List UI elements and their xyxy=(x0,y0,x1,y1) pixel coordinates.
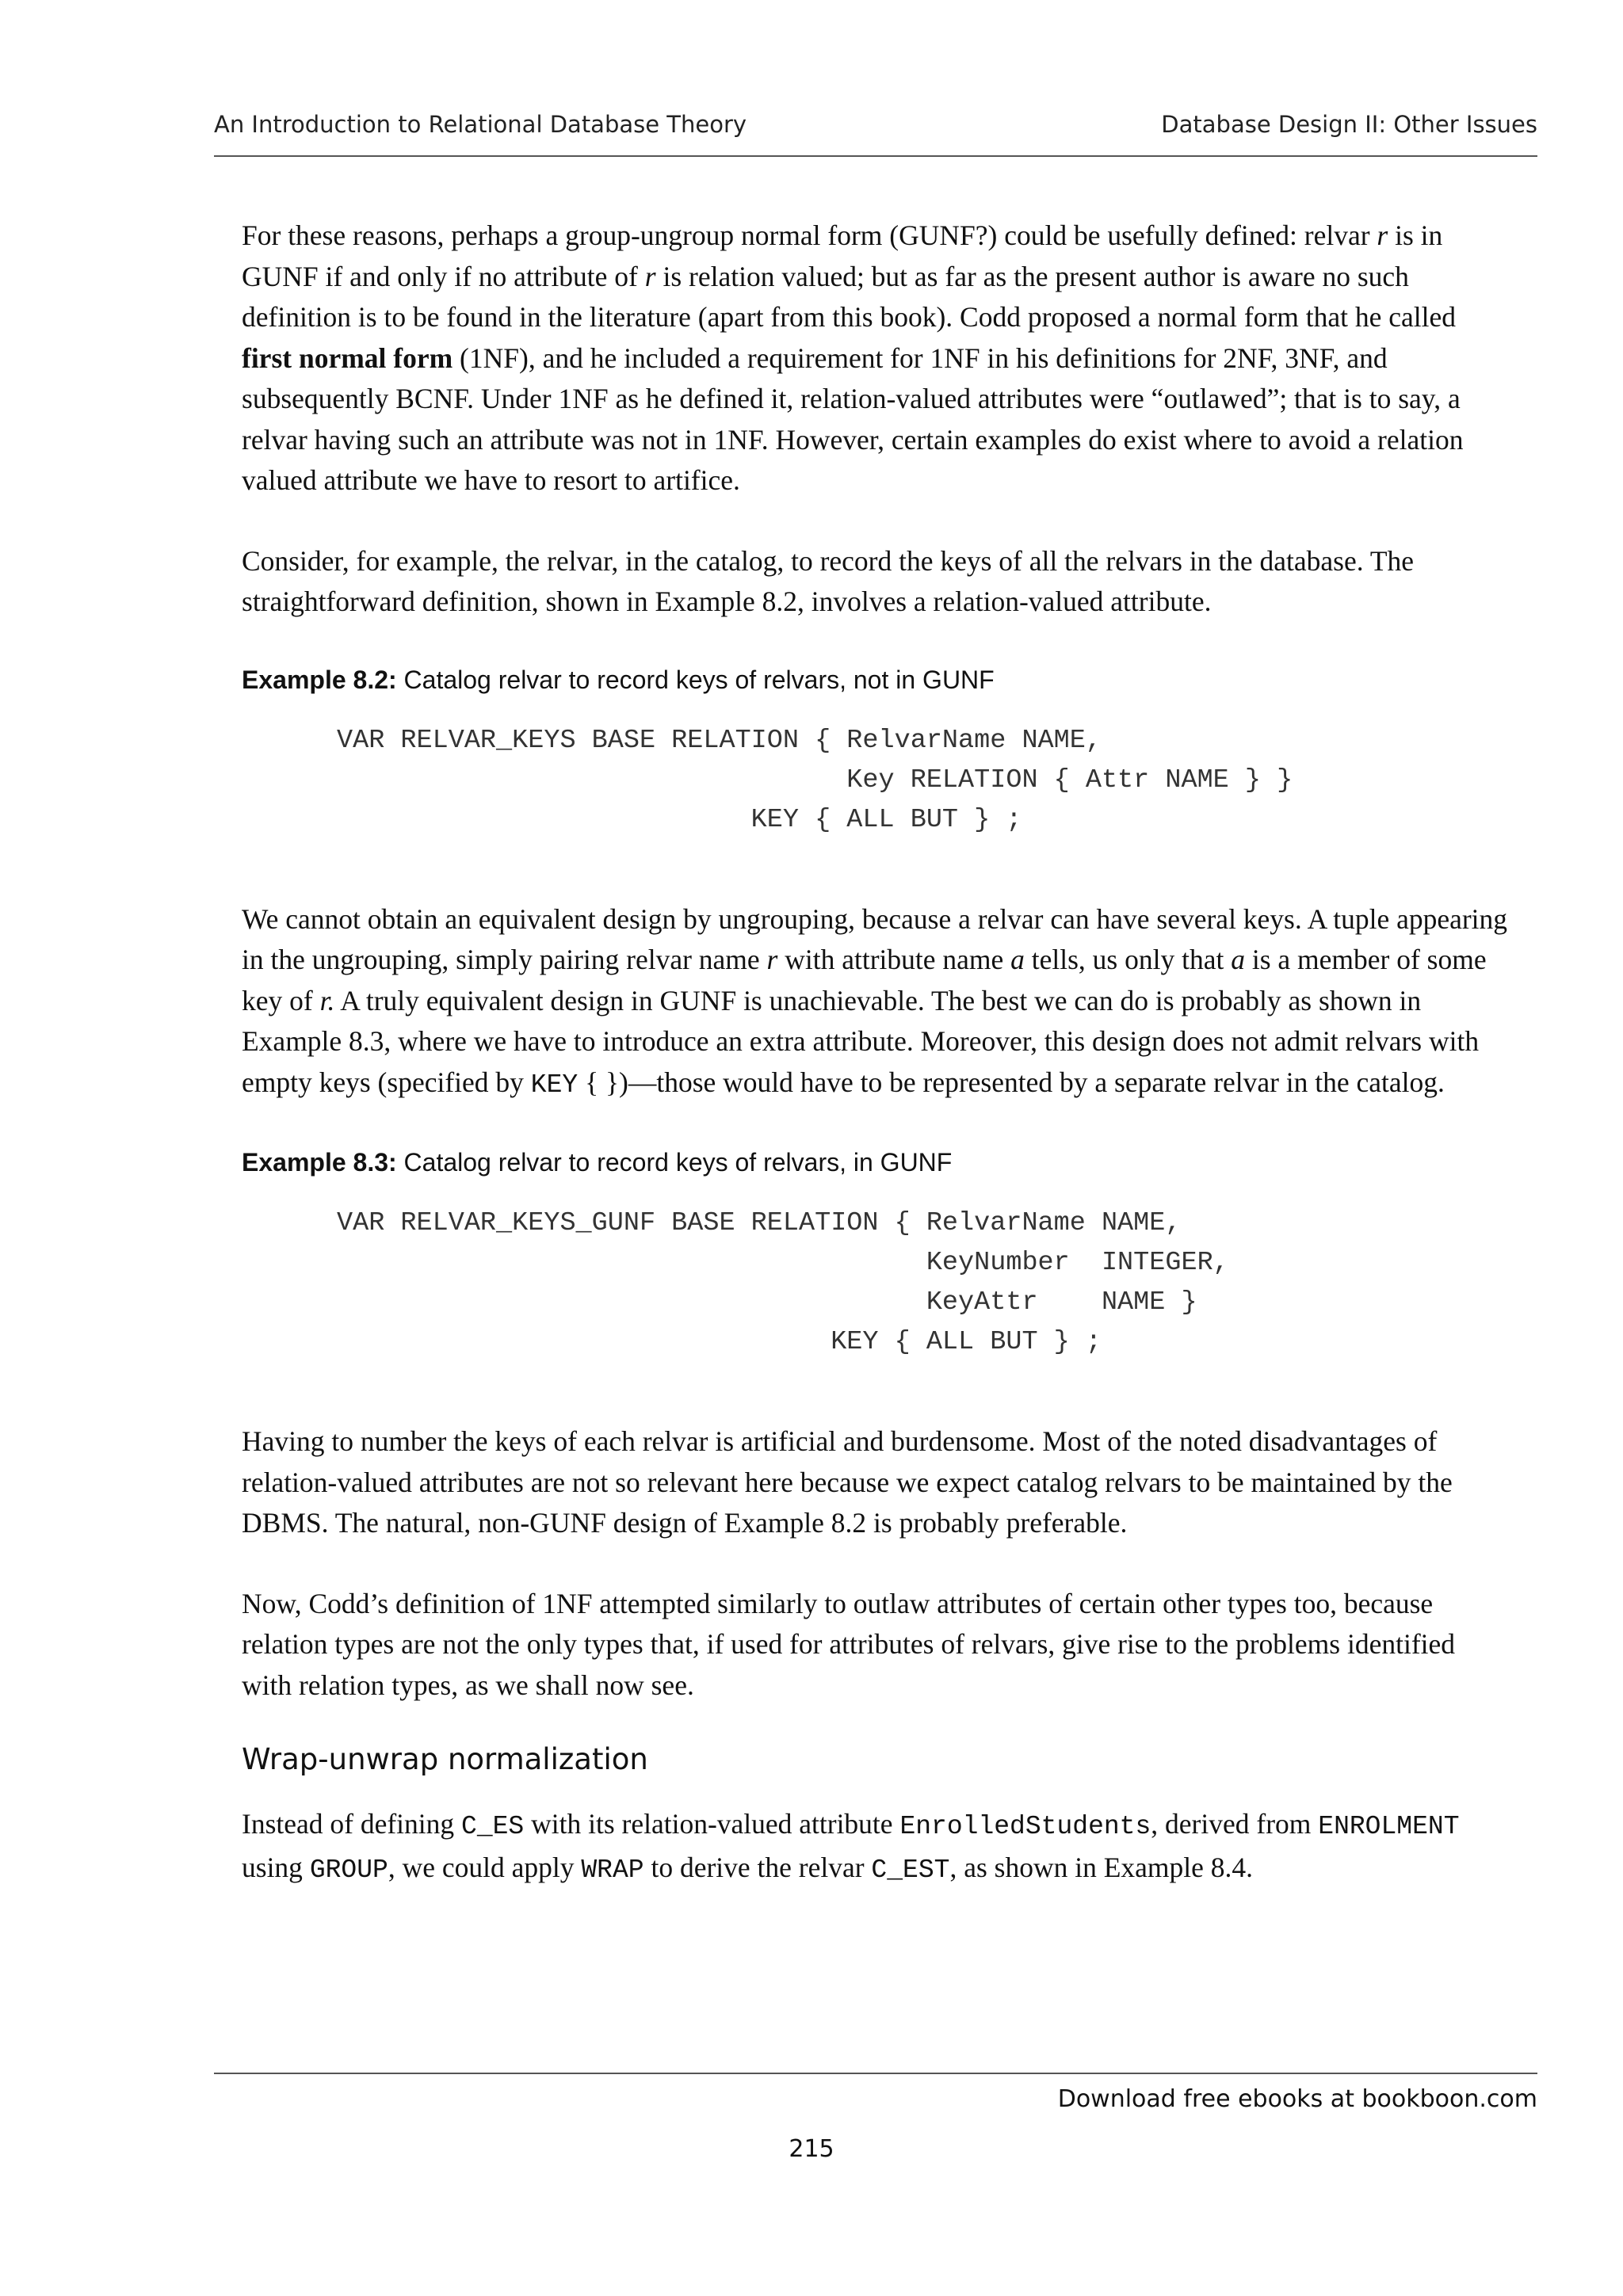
page-number: 215 xyxy=(789,2135,834,2163)
page-header xyxy=(214,111,1537,157)
text-run: Instead of defining xyxy=(242,1808,462,1840)
paragraph-numbering: Having to number the keys of each relvar is artificial and burdensome. Most of the noted disadvantages of relation-valued attributes are not so relevant here because we expect catalog relvars to be maintained by the DBMS. The natural, non-GUNF design of Example 8.2 is probably preferable. xyxy=(242,1425,1453,1539)
footer-download-link[interactable]: Download free ebooks at bookboon.com xyxy=(1057,2085,1537,2113)
section-heading: Wrap-unwrap normalization xyxy=(242,1742,648,1776)
example-title: Catalog relvar to record keys of relvars, not in GUNF xyxy=(396,665,995,694)
italic-run: r. xyxy=(319,984,335,1016)
paragraph-codd: Now, Codd’s definition of 1NF attempted similarly to outlaw attributes of certain other types too, because relation types are not the only types that, if used for attributes of relvars, give rise to the problems identified with relation types, as we shall now see. xyxy=(242,1587,1456,1701)
code-run: C_EST xyxy=(871,1855,950,1885)
code-run: EnrolledStudents xyxy=(899,1812,1151,1841)
spacer xyxy=(242,840,1510,899)
italic-run: r xyxy=(766,944,778,975)
example-title: Catalog relvar to record keys of relvars, in GUNF xyxy=(396,1148,953,1177)
text-run: using xyxy=(242,1851,310,1883)
paragraph-gunf xyxy=(242,215,1510,502)
text-run: , as shown in Example 8.4. xyxy=(949,1851,1253,1883)
paragraph-wrap xyxy=(242,1804,1510,1890)
example-8-2-caption xyxy=(242,662,1510,697)
text-run: , derived from xyxy=(1151,1808,1319,1840)
code-run: C_ES xyxy=(461,1812,525,1841)
text-run: tells, us only that xyxy=(1024,944,1232,975)
book-title: An Introduction to Relational Database Theory xyxy=(214,111,747,138)
chapter-title: Database Design II: Other Issues xyxy=(1161,111,1537,138)
italic-run: a xyxy=(1010,944,1025,975)
code-run: KEY xyxy=(530,1070,579,1100)
text-run: We cannot obtain an equivalent design by ungrouping, because a relvar can have several keys. A tuple appearing in the ungrouping, simply pairing relvar name xyxy=(242,902,1508,975)
paragraph-ungrouping xyxy=(242,899,1510,1106)
text-run: is a member of some key of xyxy=(242,944,1487,1016)
example-label: Example 8.3: xyxy=(242,1148,397,1177)
example-label: Example 8.2: xyxy=(242,665,397,694)
page-content xyxy=(242,215,1510,1930)
text-run: A truly equivalent design in GUNF is unachievable. The best we can do is probably as shown in Example 8.3, where we have to introduce an extra attribute. Moreover, this design does not admit relvars with empty keys (specified by xyxy=(242,984,1480,1098)
code-run: ENROLMENT xyxy=(1318,1812,1460,1841)
code-run: WRAP xyxy=(581,1855,644,1885)
spacer xyxy=(242,1362,1510,1421)
paragraph-catalog: Consider, for example, the relvar, in the catalog, to record the keys of all the relvars in the database. The straightforward definition, shown in Example 8.2, involves a relation-valued attribute. xyxy=(242,544,1415,617)
text-run: , we could apply xyxy=(388,1851,582,1883)
bold-term: first normal form xyxy=(242,341,453,374)
text-run: is in GUNF if and only if no attribute of xyxy=(242,219,1443,292)
footer-divider xyxy=(214,2073,1537,2074)
text-run: (1NF), and he included a requirement for 1NF in his definitions for 2NF, 3NF, and subsequently BCNF. Under 1NF as he defined it, relation-valued attributes were “outlawed”; that is to say, a relvar having such an attribute was not in 1NF. However, certain examples do exist where to avoid a relation valued attribute we have to resort to artifice. xyxy=(242,341,1464,496)
text-run: For these reasons, perhaps a group-ungroup normal form (GUNF?) could be usefully defined: relvar xyxy=(242,219,1377,251)
code-run: GROUP xyxy=(309,1855,388,1885)
text-run: is relation valued; but as far as the present author is aware no such definition is to be found in the literature (apart from this book). Codd proposed a normal form that he called xyxy=(242,260,1457,333)
example-8-3-caption xyxy=(242,1145,1510,1180)
italic-run: a xyxy=(1231,944,1245,975)
example-8-2-code: VAR RELVAR_KEYS BASE RELATION { RelvarName NAME, Key RELATION { Attr NAME } } KEY { ALL BUT } ; xyxy=(337,725,1293,835)
text-run: with attribute name xyxy=(777,944,1011,975)
example-8-3-code: VAR RELVAR_KEYS_GUNF BASE RELATION { RelvarName NAME, KeyNumber INTEGER, KeyAttr NAME } KEY { ALL BUT } ; xyxy=(337,1208,1229,1357)
text-run: { })—those would have to be represented by a separate relvar in the catalog. xyxy=(578,1066,1445,1098)
text-run: to derive the relvar xyxy=(643,1851,872,1883)
text-run: with its relation-valued attribute xyxy=(524,1808,900,1840)
italic-run: r xyxy=(1377,219,1388,251)
italic-run: r xyxy=(644,260,656,292)
